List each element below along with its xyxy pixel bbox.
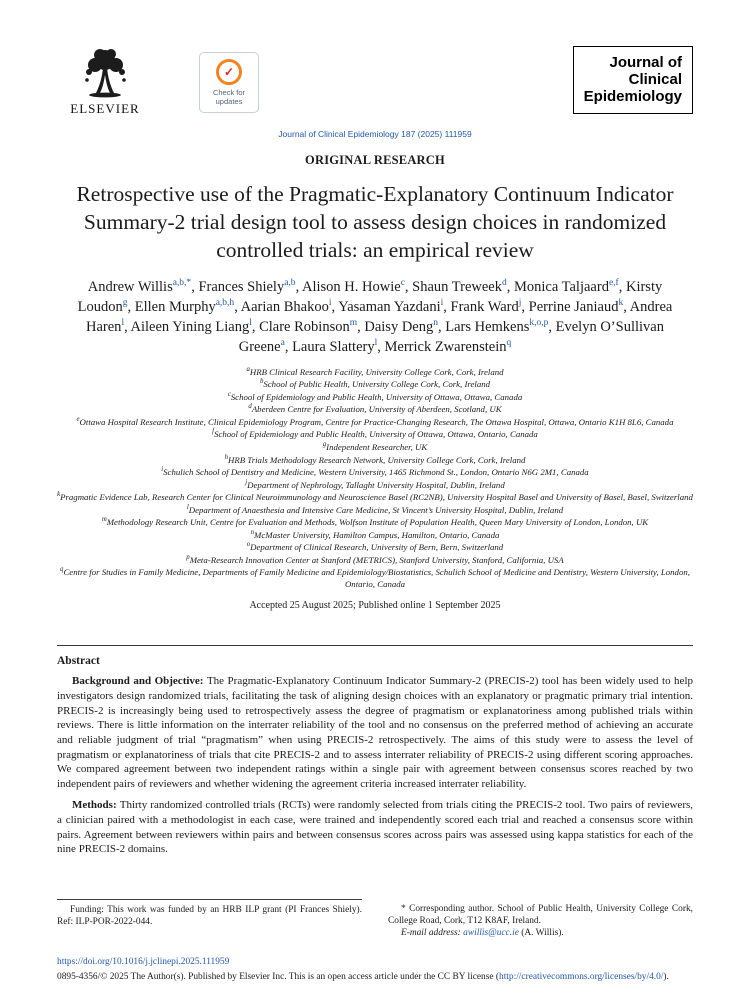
abstract-paragraph-label: Methods:	[72, 799, 120, 812]
elsevier-logo	[59, 46, 151, 117]
journal-logo-line1: Journal of	[609, 54, 682, 71]
affiliation-sup: p	[186, 553, 190, 561]
abstract-paragraph: Background and Objective: The Pragmatic-Explanatory Continuum Indicator Summary-2 (PRECIS-2) tool has been widely used to help investigators design randomized trials, facilitating the task of aligning design choices with an explanatory or pragmatic primary trial intention. PRECIS-2 is increasingly being used to retrospectively assess the degree of pragmatism or explanatoriness among published trials within reviews. There is little information on the interrater reliability of the tool and no consensus on the preferred method of achieving an accurate and reliable judgment of trial “pragmatism” when using PRECIS-2 retrospectively. The aims of this study were to assess the level of pragmatism or explanatoriness of trials that cite PRECIS-2 and to assess interrater reliability of PRECIS-2 using different scoring approaches. We compared agreement between two independent ratings within a single pair with agreement between consensus scores reached by two independent pairs of reviewers and whether widening the agreement criteria increased interrater reliability.	[57, 675, 693, 790]
abstract-body	[57, 674, 693, 864]
affiliation: $^p$Meta-Research Innovation Center at Stanford (METRICS), Stanford University, Stanford, California, USA	[186, 553, 564, 565]
email-suffix: (A. Willis).	[518, 928, 564, 939]
affiliation: $^n$McMaster University, Hamilton Campus, Hamilton, Ontario, Canada	[250, 528, 500, 540]
author-name: Kirsty Loudon$^g$	[77, 278, 663, 315]
affiliation: $^m$Methodology Research Unit, Centre for Evaluation and Methods, Wolfson Institute of Population Health, Queen Mary University of London, London, UK	[101, 516, 649, 528]
affiliation-sup: c	[227, 390, 231, 398]
author-name: Daisy Deng$^n$	[364, 317, 438, 335]
email-label: E-mail address:	[401, 928, 461, 939]
header	[57, 46, 693, 117]
affiliation-sup: o	[246, 541, 251, 549]
author-affiliation-sup[interactable]: j	[518, 297, 522, 308]
author-affiliation-sup[interactable]: d	[502, 277, 507, 288]
author-affiliation-sup[interactable]: q	[506, 337, 512, 348]
author-name: Monica Taljaard$^{e,f}$	[514, 277, 619, 295]
author-affiliation-sup[interactable]: k,o,p	[529, 317, 549, 328]
affiliation-sup: i	[161, 466, 164, 474]
author-name: Perrine Janiaud$^k$	[528, 297, 624, 315]
author-affiliation-sup[interactable]: e,f	[608, 277, 619, 288]
author-affiliation-sup[interactable]: c	[400, 277, 405, 288]
author-name: Clare Robinson$^m$	[259, 317, 358, 335]
abstract-paragraph: Methods: Thirty randomized controlled trials (RCTs) were randomly selected from trials citing the PRECIS-2 tool. Two pairs of reviewers, a clinician paired with a methodologist in each case, were trained and independently scored each trial and reached a consensus score within pairs. Agreement between reviewers within pairs and between consensus scores across pairs was assessed using kappa statistics for each of the nine PRECIS-2 domains.	[57, 799, 694, 856]
abstract-divider	[57, 645, 693, 646]
accepted-published-dates: Accepted 25 August 2025; Published online 1 September 2025	[249, 600, 501, 612]
affiliation-sup: h	[224, 453, 228, 461]
author-name: Aileen Yining Liang$^l$	[130, 317, 252, 335]
corresponding-author-note	[388, 899, 693, 940]
affiliation: $^b$School of Public Health, University College Cork, Cork, Ireland	[259, 378, 491, 390]
affiliation: $^j$Department of Nephrology, Tallaght University Hospital, Dublin, Ireland	[245, 478, 505, 490]
affiliation-list	[57, 366, 693, 591]
author-name: Shaun Treweek$^d$	[412, 277, 507, 295]
affiliation-sup: q	[60, 566, 64, 574]
author-affiliation-sup[interactable]: a,b,*	[172, 277, 192, 288]
author-name: Aarian Bhakoo$^i$	[240, 297, 332, 315]
journal-logo-line3: Epidemiology	[583, 87, 682, 105]
doi-link[interactable]: https://doi.org/10.1016/j.jclinepi.2025.111959	[57, 956, 230, 967]
imprint	[57, 956, 693, 984]
affiliation-sup: k	[57, 491, 61, 499]
copyright-suffix: ).	[663, 972, 669, 983]
funding-note	[57, 899, 362, 940]
article-title: Retrospective use of the Pragmatic-Explanatory Continuum Indicator Summary-2 trial design tool to assess design choices in randomized controlled trials: an empirical review	[76, 182, 674, 262]
footnotes	[57, 899, 693, 940]
check-updates-label-line2: updates	[215, 97, 243, 107]
journal-logo-box	[573, 46, 693, 114]
affiliation-sup: f	[212, 428, 215, 436]
author-name: Evelyn O’Sullivan Greene$^a$	[238, 318, 664, 355]
affiliation-sup: l	[186, 503, 189, 511]
affiliation: $^q$Centre for Studies in Family Medicine, Departments of Family Medicine and Epidemiology/Biostatistics, Schulich School of Medicine and Dentistry, Western University, London, Ontario, Canada	[60, 566, 690, 589]
email-link[interactable]: awillis@ucc.ie	[463, 928, 519, 939]
affiliation: $^f$School of Epidemiology and Public Health, University of Ottawa, Ottawa, Ontario, Canada	[212, 428, 538, 440]
journal-citation-link[interactable]: Journal of Clinical Epidemiology 187 (2025) 111959	[278, 129, 472, 139]
funding-text: Funding: This work was funded by an HRB ILP grant (PI Frances Shiely). Ref: ILP-POR-2022-044.	[57, 904, 362, 928]
author-affiliation-sup[interactable]: a,b	[284, 277, 296, 288]
author-affiliation-sup[interactable]: l	[249, 317, 252, 328]
elsevier-wordmark: ELSEVIER	[70, 101, 140, 116]
affiliation-sup: j	[245, 478, 248, 486]
affiliation-sup: b	[259, 378, 264, 386]
copyright-line	[57, 971, 693, 984]
author-affiliation-sup[interactable]: i	[440, 297, 444, 308]
abstract-paragraph-label: Background and Objective:	[72, 675, 207, 688]
abstract-heading: Abstract	[57, 655, 100, 668]
license-link[interactable]: http://creativecommons.org/licenses/by/4.0/	[499, 972, 664, 983]
author-affiliation-sup[interactable]: a,b,h	[215, 297, 235, 308]
affiliation: $^d$Aberdeen Centre for Evaluation, University of Aberdeen, Scotland, UK	[248, 403, 502, 415]
author-affiliation-sup[interactable]: n	[433, 317, 438, 328]
author-list: Andrew Willis$^{a,b,*}$, Frances Shiely$^{a,b}$, Alison H. Howie$^c$, Shaun Treweek$^d$, Monica Taljaard$^{e,f}$, Kirsty Loudon$^g$, Ellen Murphy$^{a,b,h}$, Aarian Bhakoo$^i$, Yasaman Yazdani$^i$, Frank Ward$^j$, Perrine Janiaud$^k$, Andrea Haren$^l$, Aileen Yining Liang$^l$, Clare Robinson$^m$, Daisy Deng$^n$, Lars Hemkens$^{k,o,p}$, Evelyn O’Sullivan Greene$^a$, Laura Slattery$^l$, Merrick Zwarenstein$^q$	[77, 277, 673, 355]
affiliation: $^i$Schulich School of Dentistry and Medicine, Western University, 1465 Richmond St., London, Ontario N6G 2M1, Canada	[161, 466, 589, 477]
affiliation: $^h$HRB Trials Methodology Research Network, University College Cork, Cork, Ireland	[224, 453, 526, 465]
author-name: Lars Hemkens$^{k,o,p}$	[445, 317, 549, 335]
email-line	[388, 927, 693, 939]
author-name: Laura Slattery$^l$	[292, 337, 378, 355]
author-name: Alison H. Howie$^c$	[302, 277, 405, 295]
author-affiliation-sup[interactable]: k	[618, 297, 624, 308]
affiliation-sup: m	[101, 516, 107, 524]
affiliation-sup: n	[250, 528, 255, 536]
affiliation: $^l$Department of Anaesthesia and Intensive Care Medicine, St Vincent’s University Hospital, Dublin, Ireland	[186, 503, 564, 515]
author-name: Yasaman Yazdani$^i$	[338, 297, 444, 315]
author-affiliation-sup[interactable]: l	[121, 317, 125, 328]
affiliation: $^o$Department of Clinical Research, University of Bern, Bern, Switzerland	[246, 541, 504, 553]
check-updates-badge[interactable]	[199, 52, 259, 113]
affiliation-sup: e	[76, 415, 80, 423]
author-name: Andrea Haren$^l$	[86, 298, 673, 335]
affiliation: $^c$School of Epidemiology and Public Health, University of Ottawa, Ottawa, Canada	[227, 390, 523, 402]
copyright-prefix: 0895-4356/© 2025 The Author(s). Published by Elsevier Inc. This is an open access article under the CC BY license (	[57, 972, 500, 983]
author-name: Frank Ward$^j$	[450, 297, 522, 315]
affiliation: $^k$Pragmatic Evidence Lab, Research Center for Clinical Neuroimmunology and Neuroscience Basel (RC2NB), University Hospital Basel and University of Basel, Basel, Switzerland	[57, 491, 693, 503]
author-affiliation-sup[interactable]: g	[122, 297, 128, 308]
author-name: Ellen Murphy$^{a,b,h}$	[134, 297, 235, 315]
author-affiliation-sup[interactable]: m	[349, 317, 358, 328]
affiliation: $^a$HRB Clinical Research Facility, University College Cork, Cork, Ireland	[246, 365, 504, 377]
author-affiliation-sup[interactable]: i	[328, 297, 332, 308]
author-name: Frances Shiely$^{a,b}$	[198, 277, 296, 295]
affiliation: $^g$Independent Researcher, UK	[322, 441, 428, 452]
affiliation-sup: a	[246, 365, 250, 373]
affiliation-sup: d	[248, 403, 252, 411]
affiliation-sup: g	[322, 441, 327, 448]
author-name: Merrick Zwarenstein$^q$	[384, 337, 512, 355]
corresponding-text: * Corresponding author. School of Public Health, University College Cork, College Road, Cork, T12 K8AF, Ireland.	[388, 903, 693, 927]
footer-block	[57, 899, 693, 984]
elsevier-tree-icon	[74, 46, 136, 100]
affiliation: $^e$Ottawa Hospital Research Institute, Clinical Epidemiology Program, Centre for Practice-Changing Research, The Ottawa Hospital, Ottawa, Ontario K1H 8L6, Canada	[76, 415, 674, 427]
section-label: ORIGINAL RESEARCH	[305, 153, 445, 167]
author-affiliation-sup[interactable]: a	[280, 337, 285, 348]
author-affiliation-sup[interactable]: l	[374, 337, 378, 348]
author-name: Andrew Willis$^{a,b,*}$	[87, 277, 192, 295]
journal-logo-line2: Clinical	[628, 70, 682, 88]
check-updates-label-line1: Check for	[212, 88, 246, 97]
crossmark-icon: ✓	[216, 59, 242, 85]
